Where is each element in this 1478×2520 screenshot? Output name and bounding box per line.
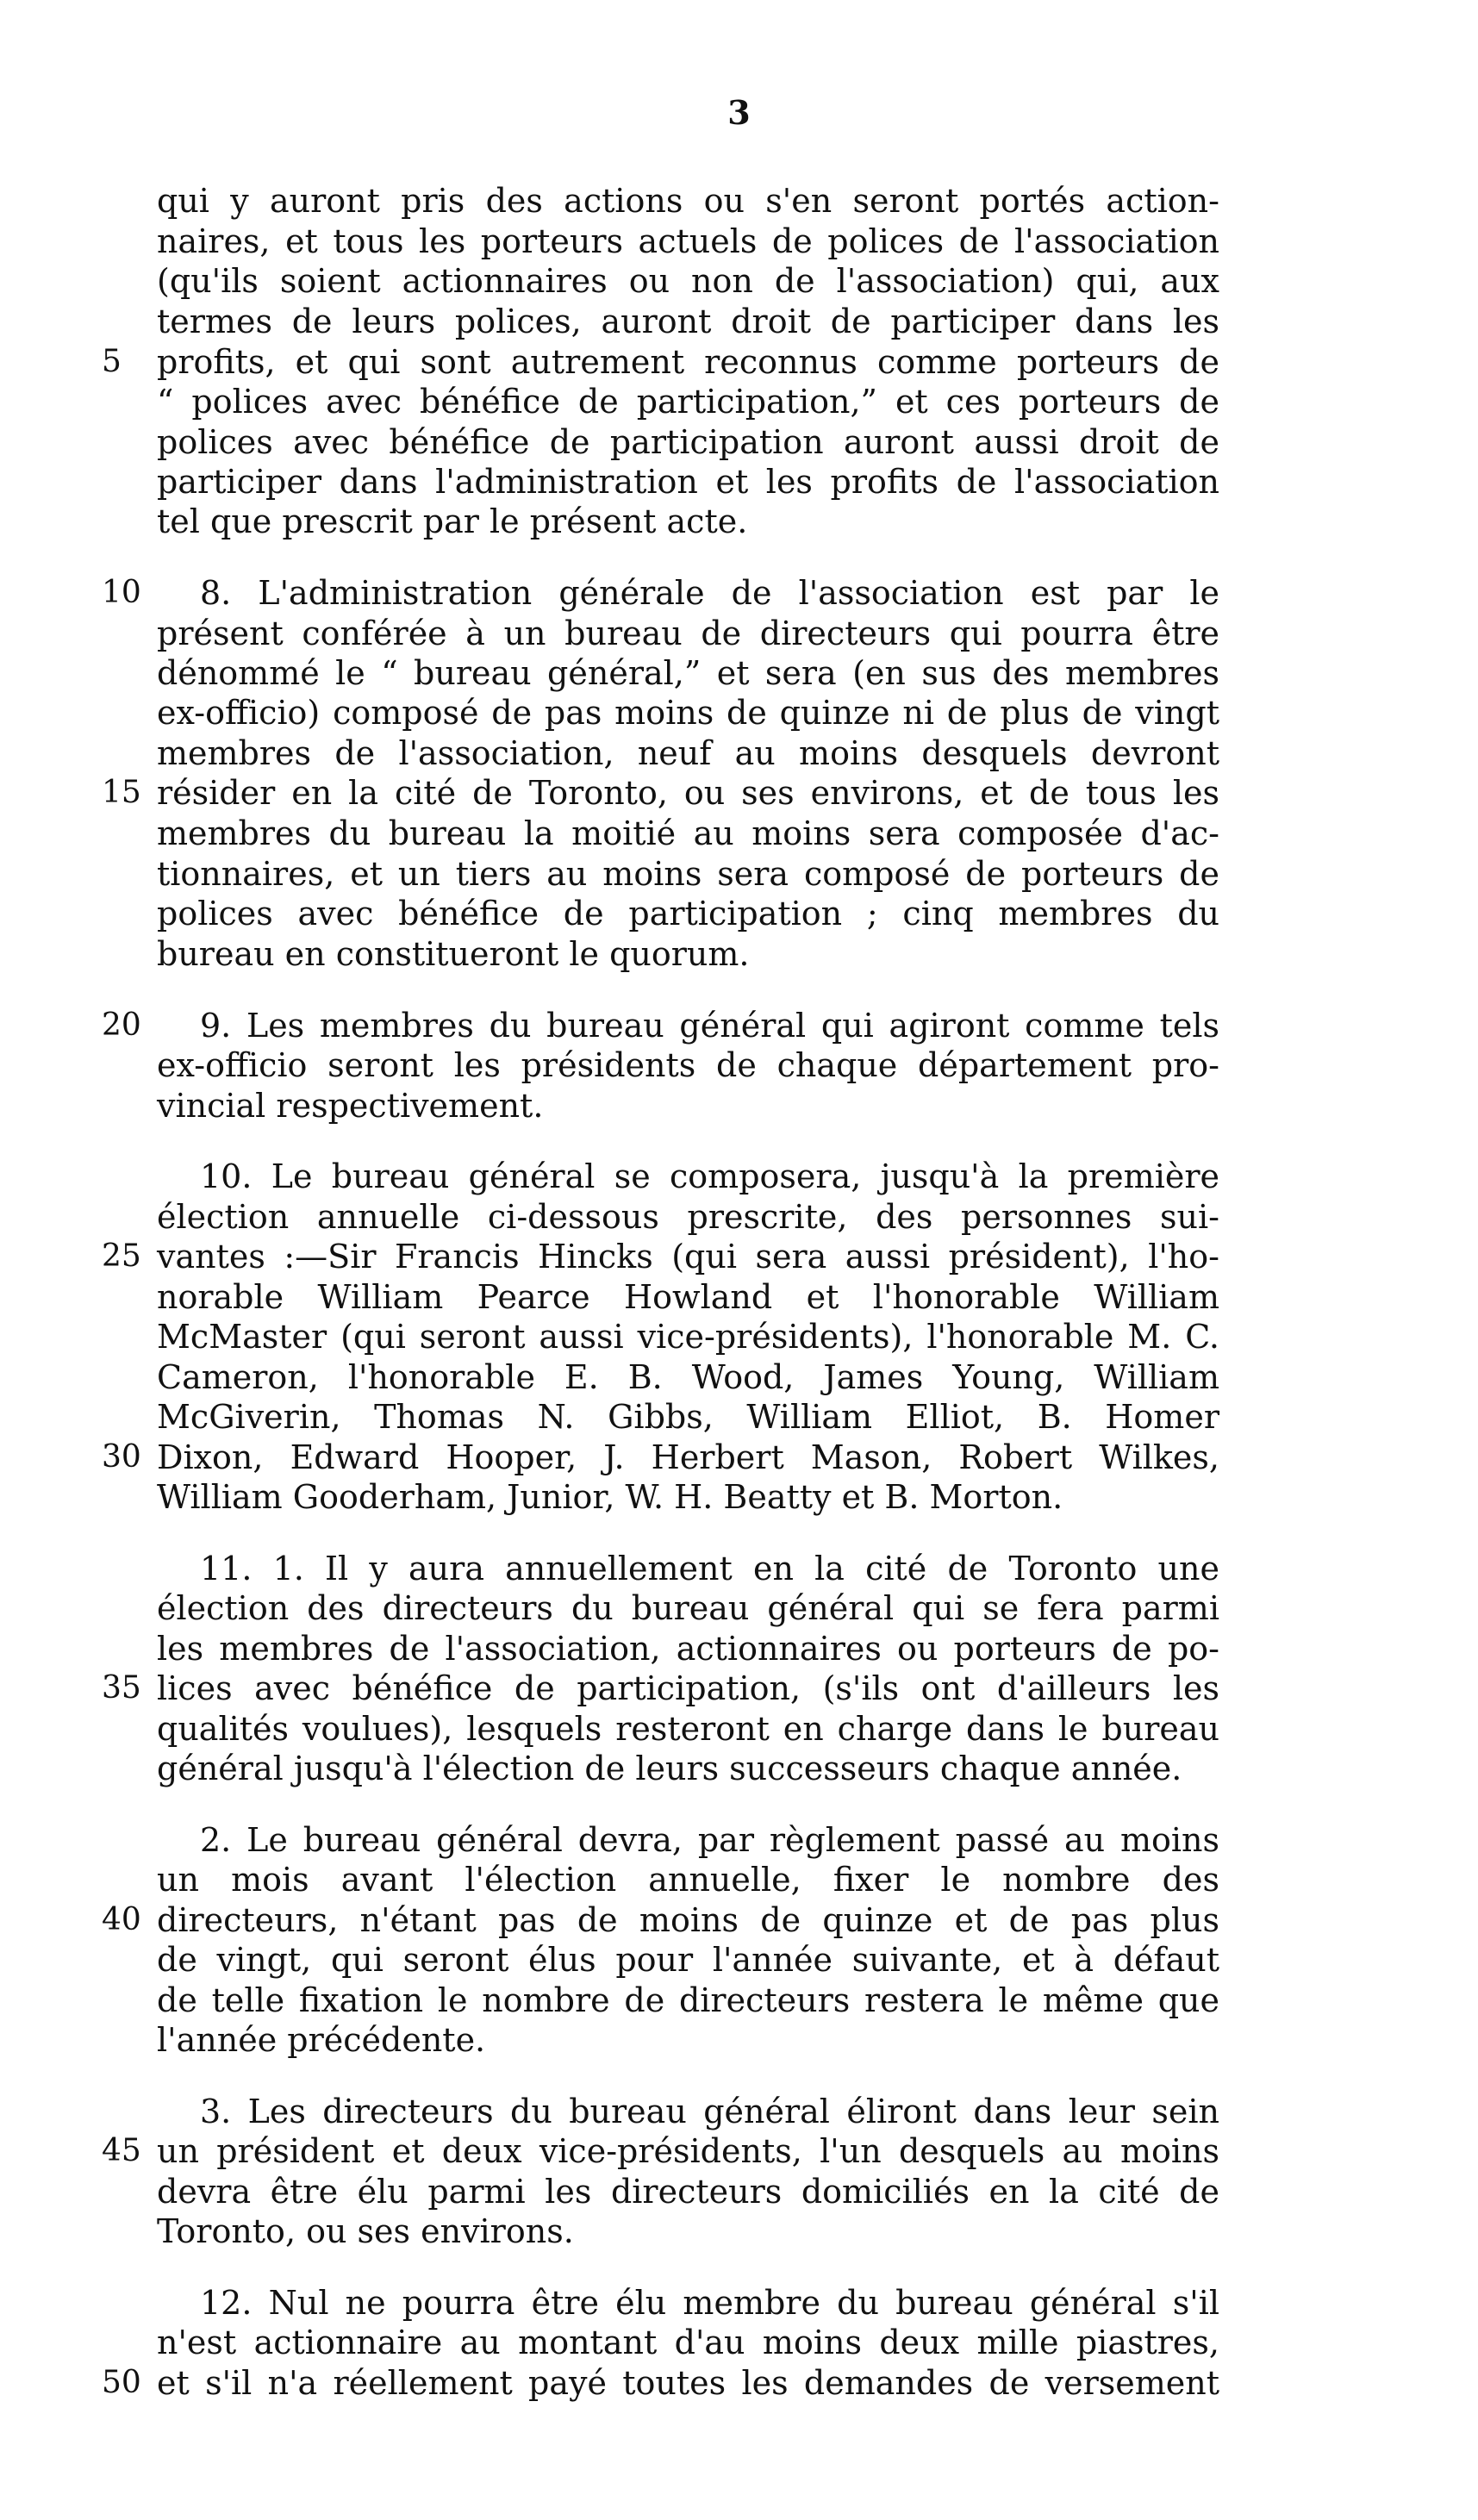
text-line: l'année précédente. xyxy=(157,2021,486,2059)
text-line: et s'il n'a réellement payé toutes les demandes de versement xyxy=(157,2364,1219,2402)
text-line: général jusqu'à l'élection de leurs successeurs chaque année. xyxy=(157,1750,1182,1787)
line-number: 15 xyxy=(102,775,141,810)
text-line: polices avec bénéfice de participation ; cinq membres du xyxy=(157,895,1219,933)
text-line: William Gooderham, Junior, W. H. Beatty et B. Morton. xyxy=(157,1478,1063,1516)
text-line: ex-officio seront les présidents de chaque département pro- xyxy=(157,1046,1219,1084)
text-line: profits, et qui sont autrement reconnus comme porteurs de xyxy=(157,343,1219,381)
text-line: n'est actionnaire au montant d'au moins deux mille piastres, xyxy=(157,2324,1219,2361)
text-line: dénommé le “ bureau général,” et sera (en sus des membres xyxy=(157,654,1219,692)
text-line: McGiverin, Thomas N. Gibbs, William Elliot, B. Homer xyxy=(157,1398,1219,1436)
line-number: 20 xyxy=(102,1007,141,1043)
text-line: élection annuelle ci-dessous prescrite, des personnes sui- xyxy=(157,1198,1219,1236)
line-number: 45 xyxy=(102,2133,141,2168)
line-number: 10 xyxy=(102,575,141,610)
text-line: 10. Le bureau général se composera, jusqu'à la première xyxy=(200,1157,1219,1195)
text-line: participer dans l'administration et les profits de l'association xyxy=(157,463,1219,501)
text-line: Toronto, ou ses environs. xyxy=(157,2212,574,2250)
text-line: bureau en constitueront le quorum. xyxy=(157,935,750,973)
text-line: membres du bureau la moitié au moins sera composée d'ac- xyxy=(157,814,1219,852)
page-number: 3 xyxy=(727,93,751,132)
text-line: élection des directeurs du bureau général qui se fera parmi xyxy=(157,1589,1219,1627)
text-line: devra être élu parmi les directeurs domiciliés en la cité de xyxy=(157,2173,1219,2211)
line-number: 25 xyxy=(102,1238,141,1274)
text-line: vantes :—Sir Francis Hincks (qui sera aussi président), l'ho- xyxy=(157,1238,1219,1276)
text-line: un mois avant l'élection annuelle, fixer le nombre des xyxy=(157,1861,1219,1899)
text-line: Cameron, l'honorable E. B. Wood, James Young, William xyxy=(157,1358,1219,1396)
text-line: les membres de l'association, actionnaires ou porteurs de po- xyxy=(157,1630,1219,1668)
text-line: 2. Le bureau général devra, par règlement passé au moins xyxy=(200,1821,1219,1859)
text-line: membres de l'association, neuf au moins desquels devront xyxy=(157,734,1219,772)
text-line: lices avec bénéfice de participation, (s'ils ont d'ailleurs les xyxy=(157,1669,1219,1707)
text-line: 9. Les membres du bureau général qui agiront comme tels xyxy=(200,1007,1219,1045)
line-number: 30 xyxy=(102,1439,141,1475)
text-line: tel que prescrit par le présent acte. xyxy=(157,502,748,540)
text-line: Dixon, Edward Hooper, J. Herbert Mason, Robert Wilkes, xyxy=(157,1438,1219,1476)
text-line: directeurs, n'étant pas de moins de quinze et de pas plus xyxy=(157,1901,1219,1939)
text-line: ex-officio) composé de pas moins de quinze ni de plus de vingt xyxy=(157,694,1219,732)
text-line: termes de leurs polices, auront droit de participer dans les xyxy=(157,303,1219,340)
text-line: 11. 1. Il y aura annuellement en la cité de Toronto une xyxy=(200,1550,1219,1587)
text-line: McMaster (qui seront aussi vice-présidents), l'honorable M. C. xyxy=(157,1318,1219,1356)
text-line: norable William Pearce Howland et l'honorable William xyxy=(157,1278,1219,1316)
text-line: un président et deux vice-présidents, l'un desquels au moins xyxy=(157,2132,1219,2170)
text-line: (qu'ils soient actionnaires ou non de l'association) qui, aux xyxy=(157,262,1219,300)
text-line: qualités voulues), lesquels resteront en charge dans le bureau xyxy=(157,1710,1219,1748)
text-line: 3. Les directeurs du bureau général éliront dans leur sein xyxy=(200,2093,1219,2130)
line-number: 50 xyxy=(102,2365,141,2400)
line-number: 5 xyxy=(102,344,122,379)
text-line: vincial respectivement. xyxy=(157,1087,544,1125)
text-line: 8. L'administration générale de l'association est par le xyxy=(200,574,1219,612)
text-line: présent conférée à un bureau de directeurs qui pourra être xyxy=(157,614,1219,652)
text-line: tionnaires, et un tiers au moins sera composé de porteurs de xyxy=(157,855,1219,893)
text-line: “ polices avec bénéfice de participation,” et ces porteurs de xyxy=(157,383,1219,421)
text-line: de telle fixation le nombre de directeurs restera le même que xyxy=(157,1981,1219,2019)
line-number: 40 xyxy=(102,1902,141,1937)
text-line: qui y auront pris des actions ou s'en seront portés action- xyxy=(157,182,1219,220)
text-line: naires, et tous les porteurs actuels de polices de l'association xyxy=(157,222,1219,260)
text-line: polices avec bénéfice de participation auront aussi droit de xyxy=(157,423,1219,461)
text-line: de vingt, qui seront élus pour l'année suivante, et à défaut xyxy=(157,1941,1219,1979)
text-line: résider en la cité de Toronto, ou ses environs, et de tous les xyxy=(157,774,1219,812)
text-line: 12. Nul ne pourra être élu membre du bureau général s'il xyxy=(200,2284,1219,2322)
line-number: 35 xyxy=(102,1670,141,1706)
